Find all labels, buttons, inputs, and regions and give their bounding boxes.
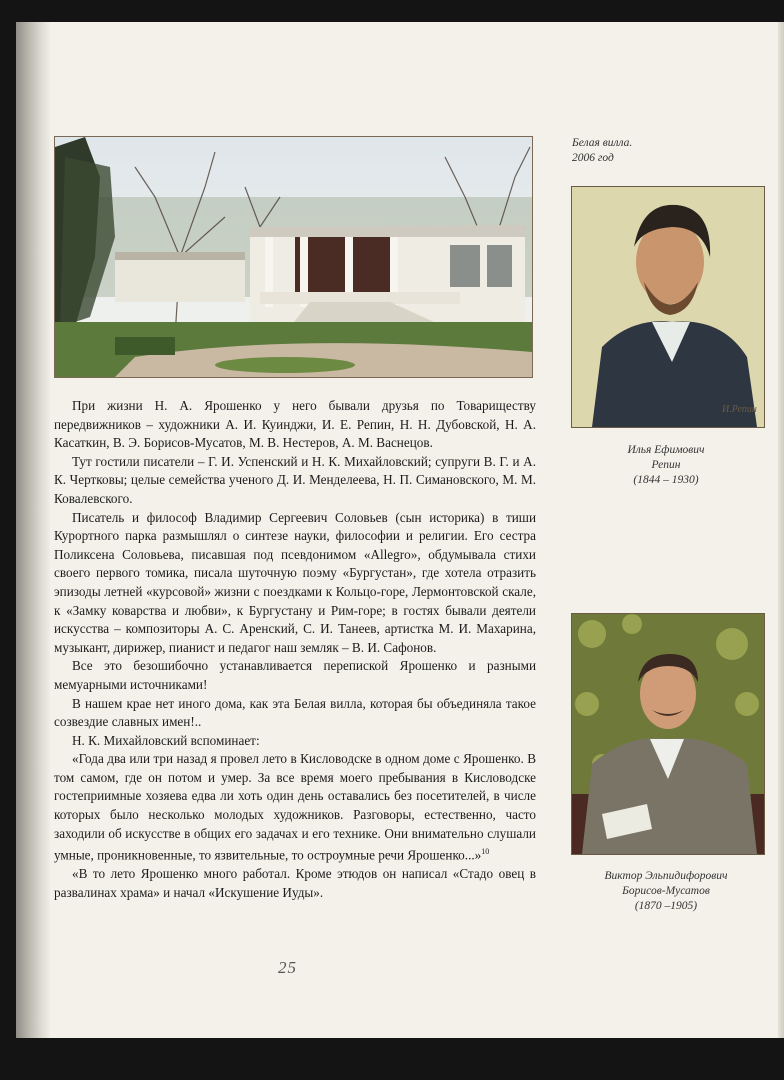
paragraph: Все это безошибочно устанавливается перепиской Ярошенко и разными мемуарными источниками! <box>54 658 536 692</box>
paragraph: «В то лето Ярошенко много работал. Кроме этюдов он написал «Стадо овец в развалинах храма» и начал «Искушение Иуды». <box>54 866 536 900</box>
repin-caption <box>571 443 761 488</box>
page-number: 25 <box>278 958 297 977</box>
paragraph: При жизни Н. А. Ярошенко у него бывали друзья по Товариществу передвижников – художники А. И. Куинджи, И. Е. Репин, Н. Н. Дубовской, Н. А. Касаткин, В. Э. Борисов-Мусатов, М. В. Нестеров, А. М. Васнецов. <box>54 398 536 451</box>
repin-portrait <box>571 186 765 428</box>
svg-text:И.Репин: И.Репин <box>722 404 757 415</box>
photo-caption <box>572 136 632 166</box>
photo-caption-title: Белая вилла. <box>572 137 633 149</box>
borisov-caption-surname: Борисов-Мусатов <box>622 885 710 897</box>
paragraph: Тут гостили писатели – Г. И. Успенский и Н. К. Михайловский; супруги В. Г. и А. К. Чертковы; целые семейства ученого Д. И. Менделеева, Н. П. Симановского, М. М. Ковалевского. <box>54 453 536 506</box>
paragraph: Писатель и философ Владимир Сергеевич Соловьев (сын историка) в тиши Курортного парка размышлял о синтезе науки, философии и религии. Его сестра Поликсена Соловьева, писавшая под псевдонимом «Allegro», обдумывала стихи своего первого томика, писала шуточную поэму «Бургустан», где хотела отразить эпизоды летней «курсовой» жизни с поездками к Кольцо-горе, Лермонтовской скале, к «Замку коварства и любви», к Бургустану и Рим-горе; в гостях бывали деятели искусства – композиторы А. С. Аренский, С. И. Танеев, артистка М. И. Махарина, музыкант, дирижер, пианист и педагог наш земляк – В. И. Сафонов. <box>54 509 536 655</box>
repin-caption-surname: Репин <box>651 459 681 471</box>
book-spine <box>16 22 50 1038</box>
borisov-caption-name: Виктор Эльпидифорович <box>604 870 728 882</box>
book-page <box>16 22 784 1038</box>
body-text <box>54 397 536 902</box>
borisov-caption-years: (1870 –1905) <box>634 900 698 912</box>
paragraph: В нашем крае нет иного дома, как эта Белая вилла, которая бы объединяла такое созвездие славных имен!.. <box>54 695 536 730</box>
paragraph: Н. К. Михайловский вспоминает: <box>72 732 260 748</box>
borisov-caption <box>571 869 761 914</box>
white-villa-photo <box>54 136 533 378</box>
quote-paragraph <box>54 750 536 865</box>
repin-caption-name: Илья Ефимович <box>627 444 705 456</box>
quote-text: «Года два или три назад я провел лето в Кисловодске в одном доме с Ярошенко. В том самом, где он потом и умер. За все время моего пребывания в Кисловодске гостеприимные хозяева едва ли хоть один день оставались без посетителей, в числе которых было несколько молодых художников. Разговоры, естественно, часто заходили об искусстве в общих его задачах и его технике. Они внимательно слушали умные, проникновенные, то язвительные, то остроумные речи Ярошенко...» <box>54 751 536 863</box>
borisov-musatov-portrait <box>571 613 765 855</box>
photo-caption-year: 2006 год <box>572 152 614 164</box>
page-edge <box>778 22 784 1038</box>
footnote-mark: 10 <box>481 847 490 857</box>
repin-caption-years: (1844 – 1930) <box>633 474 699 486</box>
